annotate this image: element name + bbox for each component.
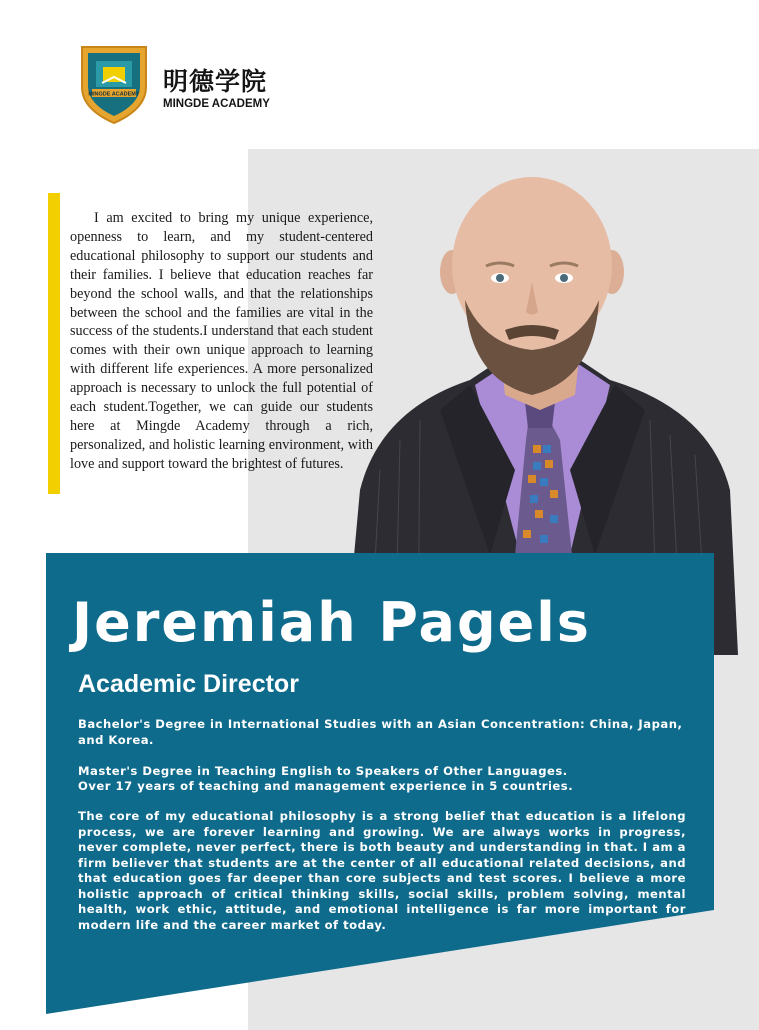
academy-crest-logo [78, 43, 150, 125]
education-bachelors: Bachelor's Degree in International Studies with an Asian Concentration: China, Japan, and Korea. [78, 717, 683, 747]
brand-name-chinese: 明德学院 [163, 67, 268, 96]
education-masters: Master's Degree in Teaching English to Speakers of Other Languages. [78, 764, 568, 778]
svg-text:MINGDE ACADEMY: MINGDE ACADEMY [88, 91, 140, 98]
person-name: Jeremiah Pagels [72, 591, 591, 654]
accent-bar [48, 193, 60, 494]
intro-paragraph: I am excited to bring my unique experience, openness to learn, and my student-centered educational philosophy to support our students and their families. I believe that education reaches far beyond the school walls, and that the relationships between the school and the families are vital in the success of the students.I understand that each student comes with their own unique approach to learning with different life experiences. A more personalized approach is necessary to unlock the full potential of each student.Together, we can guide our students here at Mingde Academy through a rich, personalized, and holistic learning environment, with love and support toward the brightest of futures. [70, 210, 373, 472]
job-title: Academic Director [78, 670, 299, 698]
experience-summary: Over 17 years of teaching and management experience in 5 countries. [78, 779, 574, 793]
brand-name-english: MINGDE ACADEMY [163, 98, 270, 110]
philosophy-paragraph: The core of my educational philosophy is a strong belief that education is a lifelong process, we are forever learning and growing. We are always works in progress, never complete, never perfect, there is both beauty and understanding in that. I am a firm believer that students are at the center of all educational related decisions, and that education goes far deeper than core subjects and test scores. I believe a more holistic approach of critical thinking skills, social skills, problem solving, mental health, work ethic, attitude, and emotional intelligence is far more important for modern life and the career market of today. [78, 809, 686, 932]
